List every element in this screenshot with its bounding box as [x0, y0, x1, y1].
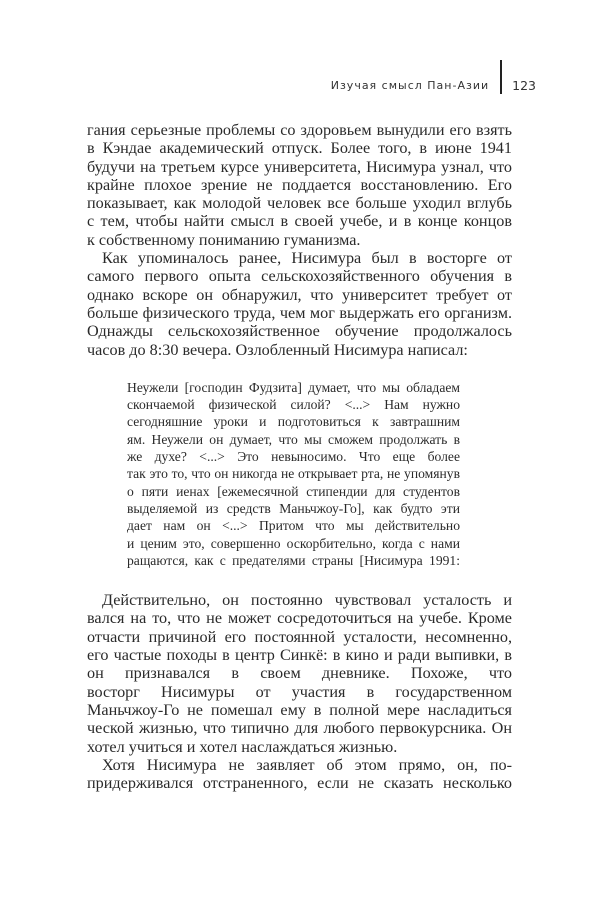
text-line: самого первого опыта сельскохозяйственного обучения в [87, 267, 512, 286]
text-line: хотел учиться и хотел наслаждаться жизнью. [87, 737, 398, 756]
text-line: его частые походы в центр Синкё: в кино и ради выпивки, в [87, 646, 512, 665]
text-line: Как упоминалось ранее, Нисимура был в восторге от [102, 249, 512, 268]
text-line: однако вскоре он обнаружил, что университет требует от [87, 285, 512, 304]
text-line: так это то, что он никогда не открывает рта, не упомянув [127, 466, 460, 482]
text-line: крайне плохое зрение не поддается восстановлению. Его [87, 175, 512, 194]
text-line: восторг Нисимуры от участия в государственном [87, 682, 512, 701]
text-line: часов до 8:30 вечера. Озлобленный Нисимура написал: [87, 340, 468, 359]
text-line: Хотя Нисимура не заявляет об этом прямо, он, по- [102, 755, 512, 774]
paragraphs-before-quote [87, 121, 512, 359]
text-line: сегодняшние уроки и подготовиться к завтрашним [127, 414, 460, 430]
body-text [87, 121, 512, 792]
block-quote [127, 379, 460, 569]
text-line: выделяемой из средств Маньчжоу-Го], как будто эти [127, 500, 460, 516]
text-line: вался на то, что не может сосредоточиться на учебе. Кроме [87, 609, 512, 628]
paragraphs-after-quote [87, 591, 512, 792]
paragraph [87, 591, 512, 756]
text-line: о пяти иенах [ежемесячной стипендии для студентов [127, 483, 460, 499]
quote-text [127, 379, 460, 569]
paragraph [87, 121, 512, 249]
text-line: ращаются, как с предателями страны [Нисимура 1991: [127, 552, 460, 568]
paragraph [87, 249, 512, 359]
page-number: 123 [512, 77, 536, 93]
text-line: Действительно, он постоянно чувствовал усталость и [102, 591, 512, 610]
text-line: же духе? <...> Это невыносимо. Что еще более [127, 449, 460, 465]
text-line: показывает, как молодой человек все больше уходил вглубь [87, 194, 512, 213]
text-line: и ценим это, совершенно оскорбительно, когда с нами [127, 535, 460, 551]
text-line: будучи на третьем курсе университета, Нисимура узнал, что [87, 157, 512, 176]
text-line: в Кэндае академический отпуск. Более того, в июне 1941 [87, 139, 512, 158]
text-line: Маньчжоу-Го не помешал ему в полной мере насладиться [87, 700, 512, 719]
text-line: он признавался в своем дневнике. Похоже, что [87, 664, 512, 683]
text-line: придерживался отстраненного, если не сказать несколько [87, 774, 512, 793]
text-line: Неужели [господин Фудзита] думает, что мы обладаем [127, 379, 460, 395]
header-divider [500, 60, 502, 94]
text-line: гания серьезные проблемы со здоровьем вынудили его взять [87, 121, 512, 139]
text-line: отчасти причиной его постоянной усталости, несомненно, [87, 627, 512, 646]
running-header [331, 72, 536, 98]
paragraph [87, 756, 512, 793]
text-line: ческой жизнью, что типично для любого первокурсника. Он [87, 719, 512, 738]
text-line: больше физического труда, чем мог выдержать его организм. [87, 303, 512, 322]
text-line: Однажды сельскохозяйственное обучение продолжалось [87, 322, 512, 341]
text-line: скончаемой физической силой? <...> Нам нужно [127, 397, 460, 413]
text-line: дает нам он <...> Притом что мы действительно [127, 518, 460, 534]
running-title: Изучая смысл Пан-Азии [330, 78, 490, 92]
text-line: к собственному пониманию гуманизма. [87, 230, 361, 249]
text-line: ям. Неужели он думает, что мы сможем продолжать в [127, 431, 460, 447]
text-line: с тем, чтобы найти смысл в своей учебе, и в конце концов [87, 212, 512, 231]
